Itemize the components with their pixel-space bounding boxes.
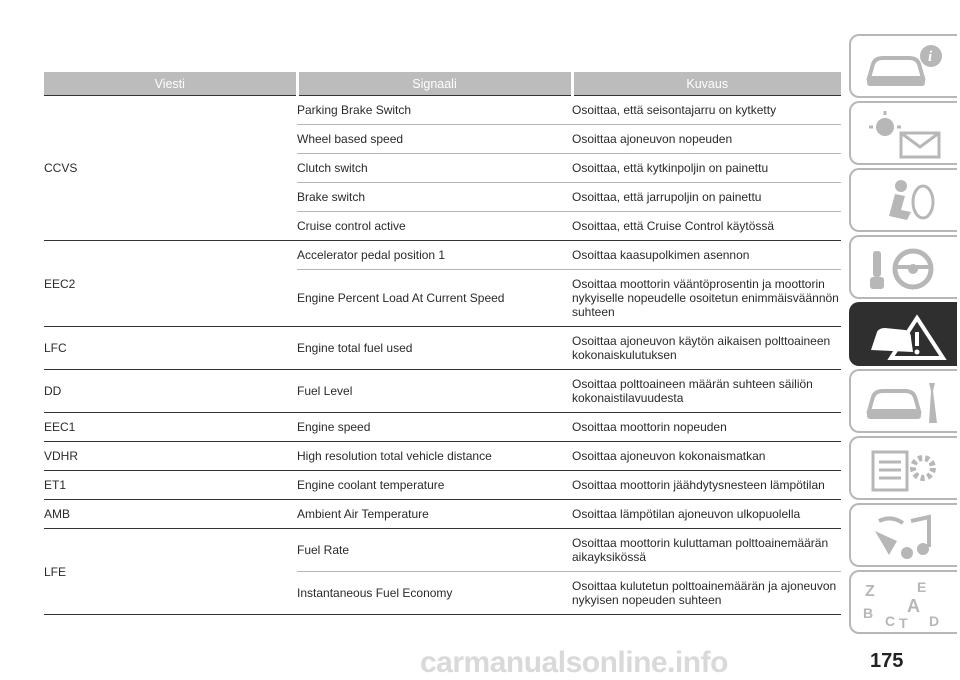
tab-maintenance[interactable] bbox=[849, 369, 957, 433]
table-row bbox=[44, 370, 841, 413]
signal-cell: Fuel Rate bbox=[297, 529, 572, 572]
signal-cell: Engine total fuel used bbox=[297, 327, 572, 370]
signal-cell: Ambient Air Temperature bbox=[297, 500, 572, 529]
warning-lights-mail-icon bbox=[861, 109, 949, 161]
message-cell: LFE bbox=[44, 529, 297, 615]
description-cell: Osoittaa moottorin jäähdytysnesteen lämpötilan bbox=[572, 471, 841, 500]
description-cell: Osoittaa kaasupolkimen asennon bbox=[572, 241, 841, 270]
table-row bbox=[44, 442, 841, 471]
svg-text:E: E bbox=[917, 579, 927, 595]
table-row bbox=[44, 96, 841, 125]
message-cell: CCVS bbox=[44, 96, 297, 241]
description-cell: Osoittaa, että jarrupoljin on painettu bbox=[572, 183, 841, 212]
description-cell: Osoittaa lämpötilan ajoneuvon ulkopuolella bbox=[572, 500, 841, 529]
signal-cell: Engine coolant temperature bbox=[297, 471, 572, 500]
signal-cell: Parking Brake Switch bbox=[297, 96, 572, 125]
description-cell: Osoittaa ajoneuvon käytön aikaisen polttoaineen kokonaiskulutuksen bbox=[572, 327, 841, 370]
table-row bbox=[44, 413, 841, 442]
table-row bbox=[44, 500, 841, 529]
header-viesti: Viesti bbox=[44, 72, 297, 96]
page-number: 175 bbox=[870, 650, 904, 672]
svg-text:T: T bbox=[899, 615, 908, 630]
signal-cell: Fuel Level bbox=[297, 370, 572, 413]
signal-cell: Wheel based speed bbox=[297, 125, 572, 154]
signal-cell: Instantaneous Fuel Economy bbox=[297, 572, 572, 615]
description-cell: Osoittaa moottorin vääntöprosentin ja moottorin nykyiselle nopeudelle osoitetun enimmäisväännön suhteen bbox=[572, 270, 841, 327]
tab-technical-data[interactable] bbox=[849, 436, 957, 500]
table-row bbox=[44, 327, 841, 370]
message-cell: AMB bbox=[44, 500, 297, 529]
table-row bbox=[44, 471, 841, 500]
car-accident-warning-icon bbox=[861, 310, 949, 362]
tab-emergency[interactable] bbox=[849, 302, 957, 366]
description-cell: Osoittaa, että seisontajarru on kytketty bbox=[572, 96, 841, 125]
message-cell: EEC1 bbox=[44, 413, 297, 442]
message-cell: LFC bbox=[44, 327, 297, 370]
svg-text:i: i bbox=[928, 49, 933, 65]
svg-text:C: C bbox=[885, 613, 896, 629]
tab-warning-lights[interactable] bbox=[849, 101, 957, 165]
description-cell: Osoittaa kulutetun polttoainemäärän ja ajoneuvon nykyisen nopeuden suhteen bbox=[572, 572, 841, 615]
signal-cell: Accelerator pedal position 1 bbox=[297, 241, 572, 270]
message-cell: VDHR bbox=[44, 442, 297, 471]
message-cell: DD bbox=[44, 370, 297, 413]
description-cell: Osoittaa moottorin nopeuden bbox=[572, 413, 841, 442]
car-info-icon bbox=[861, 42, 949, 94]
description-cell: Osoittaa, että Cruise Control käytössä bbox=[572, 212, 841, 241]
svg-text:B: B bbox=[863, 605, 874, 621]
tab-car-info[interactable] bbox=[849, 34, 957, 98]
alphabet-index-icon bbox=[861, 578, 949, 630]
specs-gear-icon bbox=[861, 444, 949, 496]
tab-safety[interactable] bbox=[849, 168, 957, 232]
signal-cell: Engine Percent Load At Current Speed bbox=[297, 270, 572, 327]
description-cell: Osoittaa moottorin kuluttaman polttoainemäärän aikayksikössä bbox=[572, 529, 841, 572]
description-cell: Osoittaa ajoneuvon nopeuden bbox=[572, 125, 841, 154]
header-kuvaus: Kuvaus bbox=[572, 72, 841, 96]
can-message-table bbox=[44, 72, 841, 615]
message-cell: ET1 bbox=[44, 471, 297, 500]
car-service-wrench-icon bbox=[861, 377, 949, 429]
header-signaali: Signaali bbox=[297, 72, 572, 96]
airbag-seat-icon bbox=[861, 176, 949, 228]
tab-multimedia[interactable] bbox=[849, 503, 957, 567]
table-row bbox=[44, 529, 841, 572]
signal-cell: Engine speed bbox=[297, 413, 572, 442]
multimedia-music-icon bbox=[861, 511, 949, 563]
message-cell: EEC2 bbox=[44, 241, 297, 327]
description-cell: Osoittaa ajoneuvon kokonaismatkan bbox=[572, 442, 841, 471]
watermark: carmanualsonline.info bbox=[420, 646, 728, 679]
svg-text:A: A bbox=[907, 596, 920, 616]
tab-starting-driving[interactable] bbox=[849, 235, 957, 299]
svg-text:D: D bbox=[929, 613, 940, 629]
table-row bbox=[44, 241, 841, 270]
key-steering-wheel-icon bbox=[861, 243, 949, 295]
description-cell: Osoittaa, että kytkinpoljin on painettu bbox=[572, 154, 841, 183]
signal-cell: Cruise control active bbox=[297, 212, 572, 241]
description-cell: Osoittaa polttoaineen määrän suhteen säiliön kokonaistilavuudesta bbox=[572, 370, 841, 413]
signal-cell: Clutch switch bbox=[297, 154, 572, 183]
svg-text:Z: Z bbox=[865, 583, 875, 600]
signal-cell: High resolution total vehicle distance bbox=[297, 442, 572, 471]
signal-cell: Brake switch bbox=[297, 183, 572, 212]
tab-index[interactable] bbox=[849, 570, 957, 634]
